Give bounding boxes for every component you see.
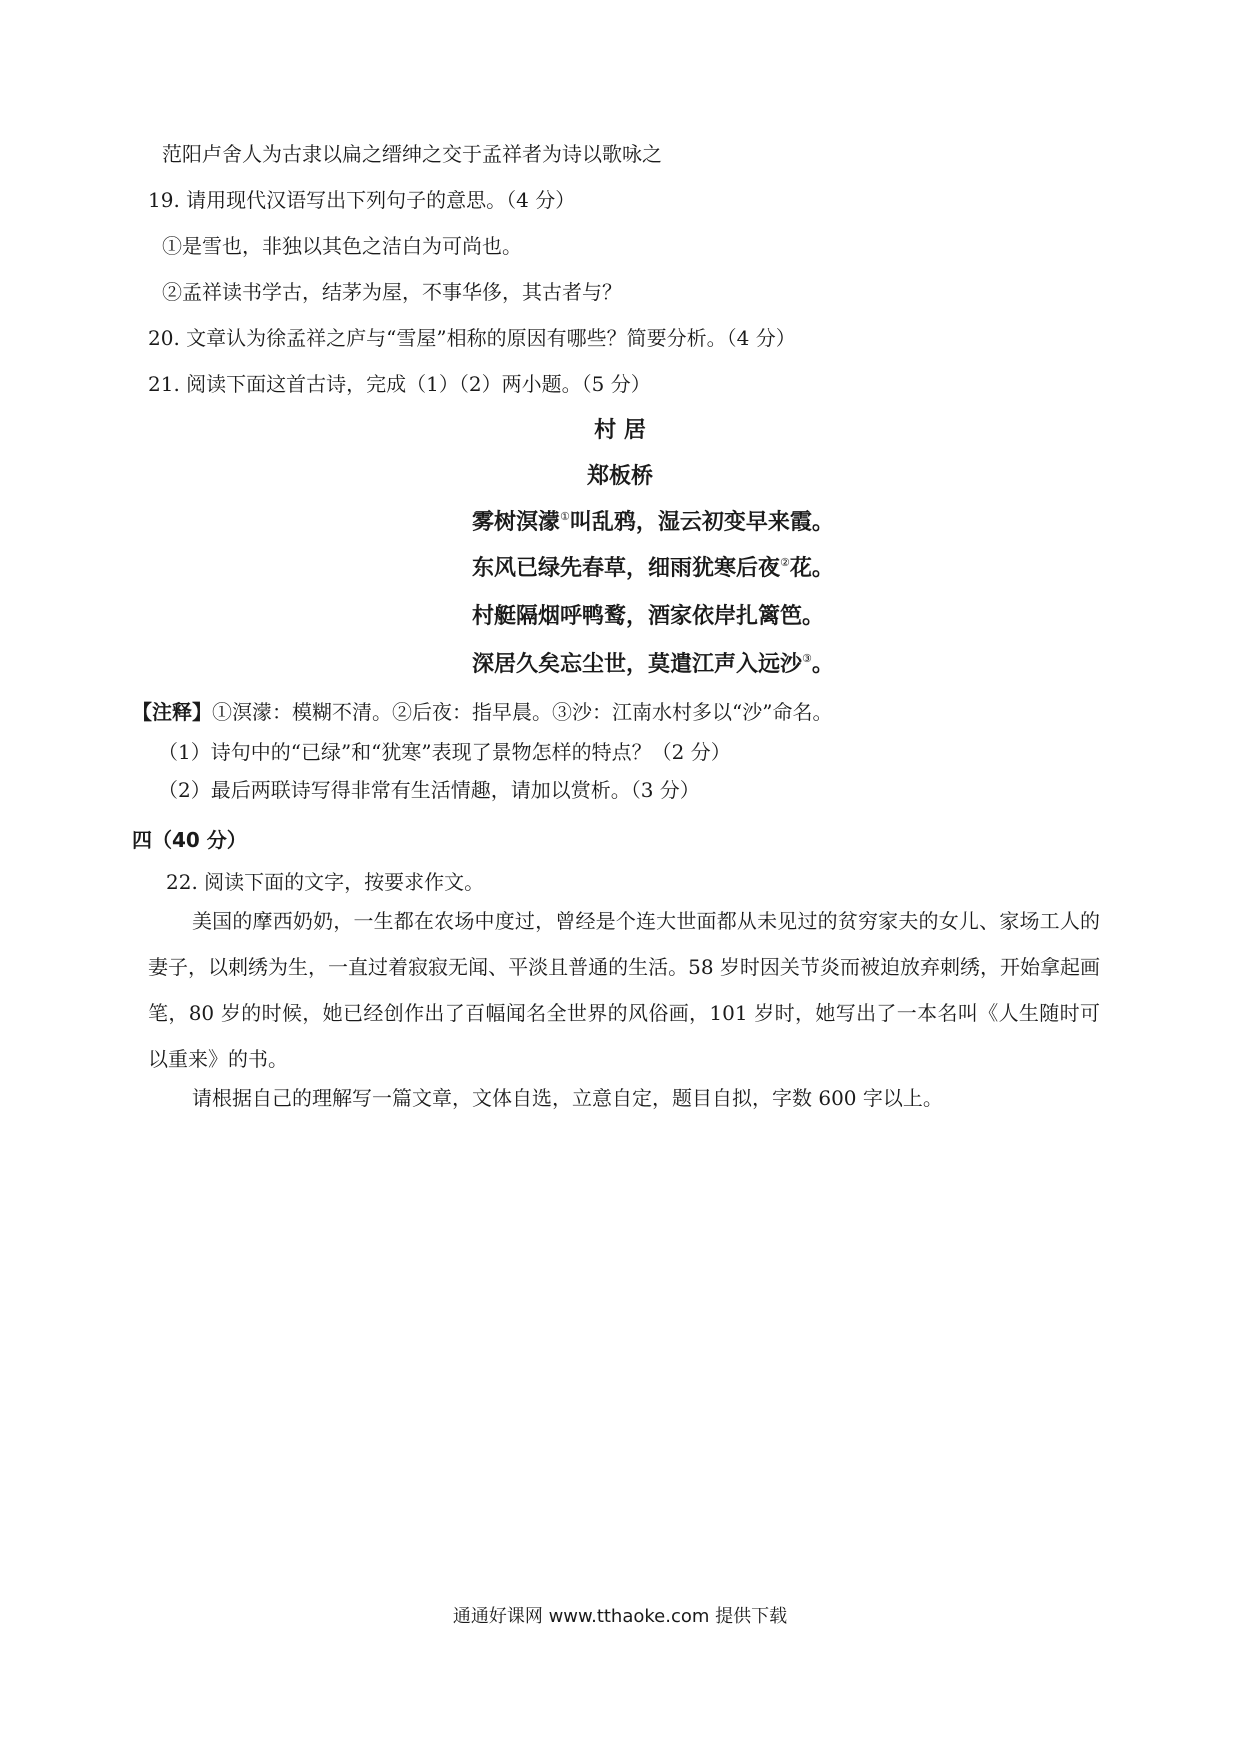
poem-notes xyxy=(132,698,832,726)
question-21-sub-1: （1）诗句中的“已绿”和“犹寒”表现了景物怎样的特点？（2 分） xyxy=(158,740,731,764)
question-19-prompt: 19. 请用现代汉语写出下列句子的意思。（4 分） xyxy=(148,188,576,212)
poem-line-2-part-b: 花。 xyxy=(789,556,834,581)
notes-text: ①溟濛：模糊不清。②后夜：指早晨。③沙：江南水村多以“沙”命名。 xyxy=(212,700,833,724)
poem-line-4-part-b: 。 xyxy=(811,652,834,677)
poem-line-3: 村艇隔烟呼鸭鹜，酒家依岸扎篱笆。 xyxy=(472,604,825,629)
essay-instruction: 请根据自己的理解写一篇文章，文体自选，立意自定，题目自拟，字数 600 字以上。 xyxy=(192,1086,943,1110)
poem-line-1 xyxy=(472,508,834,538)
note-marker-2: ② xyxy=(780,556,790,569)
poem-line-2 xyxy=(472,554,834,584)
passage-tail: 范阳卢舍人为古隶以扁之缙绅之交于孟祥者为诗以歌咏之 xyxy=(162,142,662,166)
poem-author: 郑板桥 xyxy=(586,464,653,489)
question-19-sentence-2: ②孟祥读书学古，结茅为屋，不事华侈，其古者与？ xyxy=(162,280,622,304)
poem-line-4-part-a: 深居久矣忘尘世，莫遣江声入远沙 xyxy=(472,652,803,677)
poem-line-1-part-a: 雾树溟濛 xyxy=(472,510,561,535)
page-footer: 通通好课网 www.tthaoke.com 提供下载 xyxy=(452,1606,788,1627)
note-marker-3: ③ xyxy=(802,652,812,665)
question-22-prompt: 22. 阅读下面的文字，按要求作文。 xyxy=(166,870,485,894)
question-20-prompt: 20. 文章认为徐孟祥之庐与“雪屋”相称的原因有哪些？简要分析。（4 分） xyxy=(148,326,796,350)
question-21-prompt: 21. 阅读下面这首古诗，完成（1）（2）两小题。（5 分） xyxy=(148,372,651,396)
note-marker-1: ① xyxy=(560,510,570,523)
essay-material: 美国的摩西奶奶，一生都在农场中度过，曾经是个连大世面都从未见过的贫穷家夫的女儿、家场工人的妻子，以刺绣为生，一直过着寂寂无闻、平淡且普通的生活。58 岁时因关节炎而被迫放弃刺绣，开始拿起画笔，80 岁的时候，她已经创作出了百幅闻名全世界的风俗画，101 岁时，她写出了一本名叫《人生随时可以重来》的书。 xyxy=(148,909,1100,1071)
question-21-sub-2: （2）最后两联诗写得非常有生活情趣，请加以赏析。（3 分） xyxy=(158,778,700,802)
section-4-heading: 四（40 分） xyxy=(132,828,247,852)
poem-line-1-part-b: 叫乱鸦，湿云初变早来霞。 xyxy=(569,510,834,535)
poem-line-4 xyxy=(472,650,834,680)
poem-line-2-part-a: 东风已绿先春草，细雨犹寒后夜 xyxy=(472,556,781,581)
poem-title: 村 居 xyxy=(594,418,646,443)
question-19-sentence-1: ①是雪也，非独以其色之洁白为可尚也。 xyxy=(162,234,522,258)
notes-label: 【注释】 xyxy=(132,700,212,724)
